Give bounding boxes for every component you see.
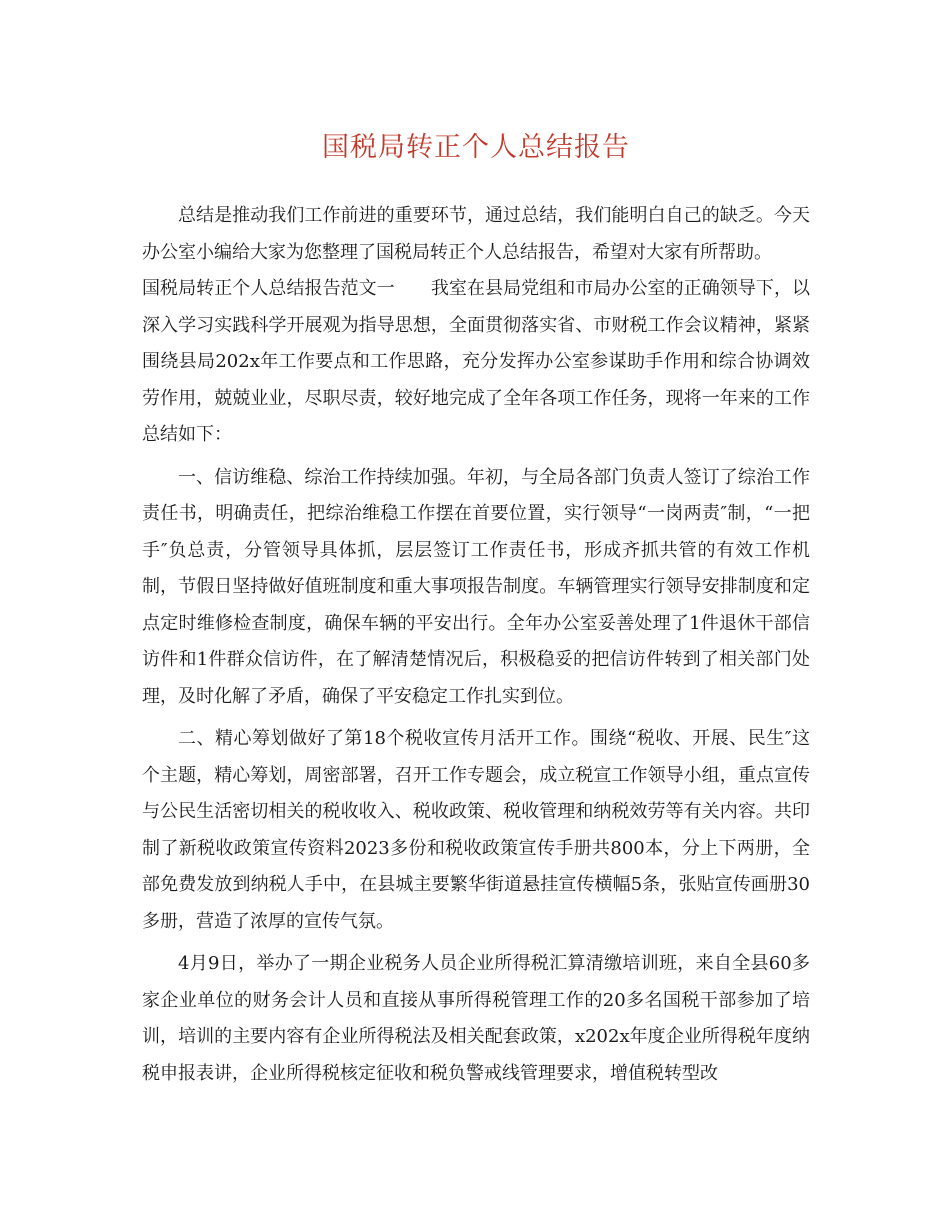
paragraph-petition-stability: 一、信访维稳、综治工作持续加强。年初，与全局各部门负责人签订了综治工作责任书，明确责任，把综治维稳工作摆在首要位置，实行领导“一岗两责″制，“一把手″负总责，分管领导具体抓，层层签订工作责任书，形成齐抓共管的有效工作机制，节假日坚持做好值班制度和重大事项报告制度。车辆管理实行领导安排制度和定点定时维修检查制度，确保车辆的平安出行。全年办公室妥善处理了1件退休干部信访件和1件群众信访件，在了解清楚情况后，积极稳妥的把信访件转到了相关部门处理，及时化解了矛盾，确保了平安稳定工作扎实到位。	[142, 466, 810, 707]
sample-heading: 国税局转正个人总结报告范文一	[142, 278, 395, 299]
paragraph-training: 4月9日，举办了一期企业税务人员企业所得税汇算清缴培训班，来自全县60多家企业单位的财务会计人员和直接从事所得税管理工作的20多名国税干部参加了培训，培训的主要内容有企业所得税法及相关配套政策，x202x年度企业所得税年度纳税申报表讲，企业所得税核定征收和税负警戒线管理要求，增值税转型改	[142, 953, 810, 1084]
sample-lead-text: 我室在县局党组和市局办公室的正确领导下，以深入学习实践科学开展观为指导思想，全面贯彻落实省、市财税工作会议精神，紧紧围绕县局202x年工作要点和工作思路，充分发挥办公室参谋助手作用和综合协调效劳作用，兢兢业业，尽职尽责，较好地完成了全年各项工作任务，现将一年来的工作总结如下：	[142, 278, 811, 445]
paragraph-tax-promotion: 二、精心筹划做好了第18个税收宣传月活开工作。围绕“税收、开展、民生″这个主题，精心筹划，周密部署，召开工作专题会，成立税宣工作领导小组，重点宣传与公民生活密切相关的税收收入、税收政策、税收管理和纳税效劳等有关内容。共印制了新税收政策宣传资料2023多份和税收政策宣传手册共800本，分上下两册，全部免费发放到纳税人手中，在县城主要繁华街道悬挂宣传横幅5条，张贴宣传画册30多册，营造了浓厚的宣传气氛。	[142, 728, 810, 932]
intro-paragraph: 总结是推动我们工作前进的重要环节，通过总结，我们能明白自己的缺乏。今天办公室小编给大家为您整理了国税局转正个人总结报告，希望对大家有所帮助。	[142, 205, 810, 263]
sample-paragraph	[142, 271, 810, 454]
document-title: 国税局转正个人总结报告	[322, 132, 630, 163]
